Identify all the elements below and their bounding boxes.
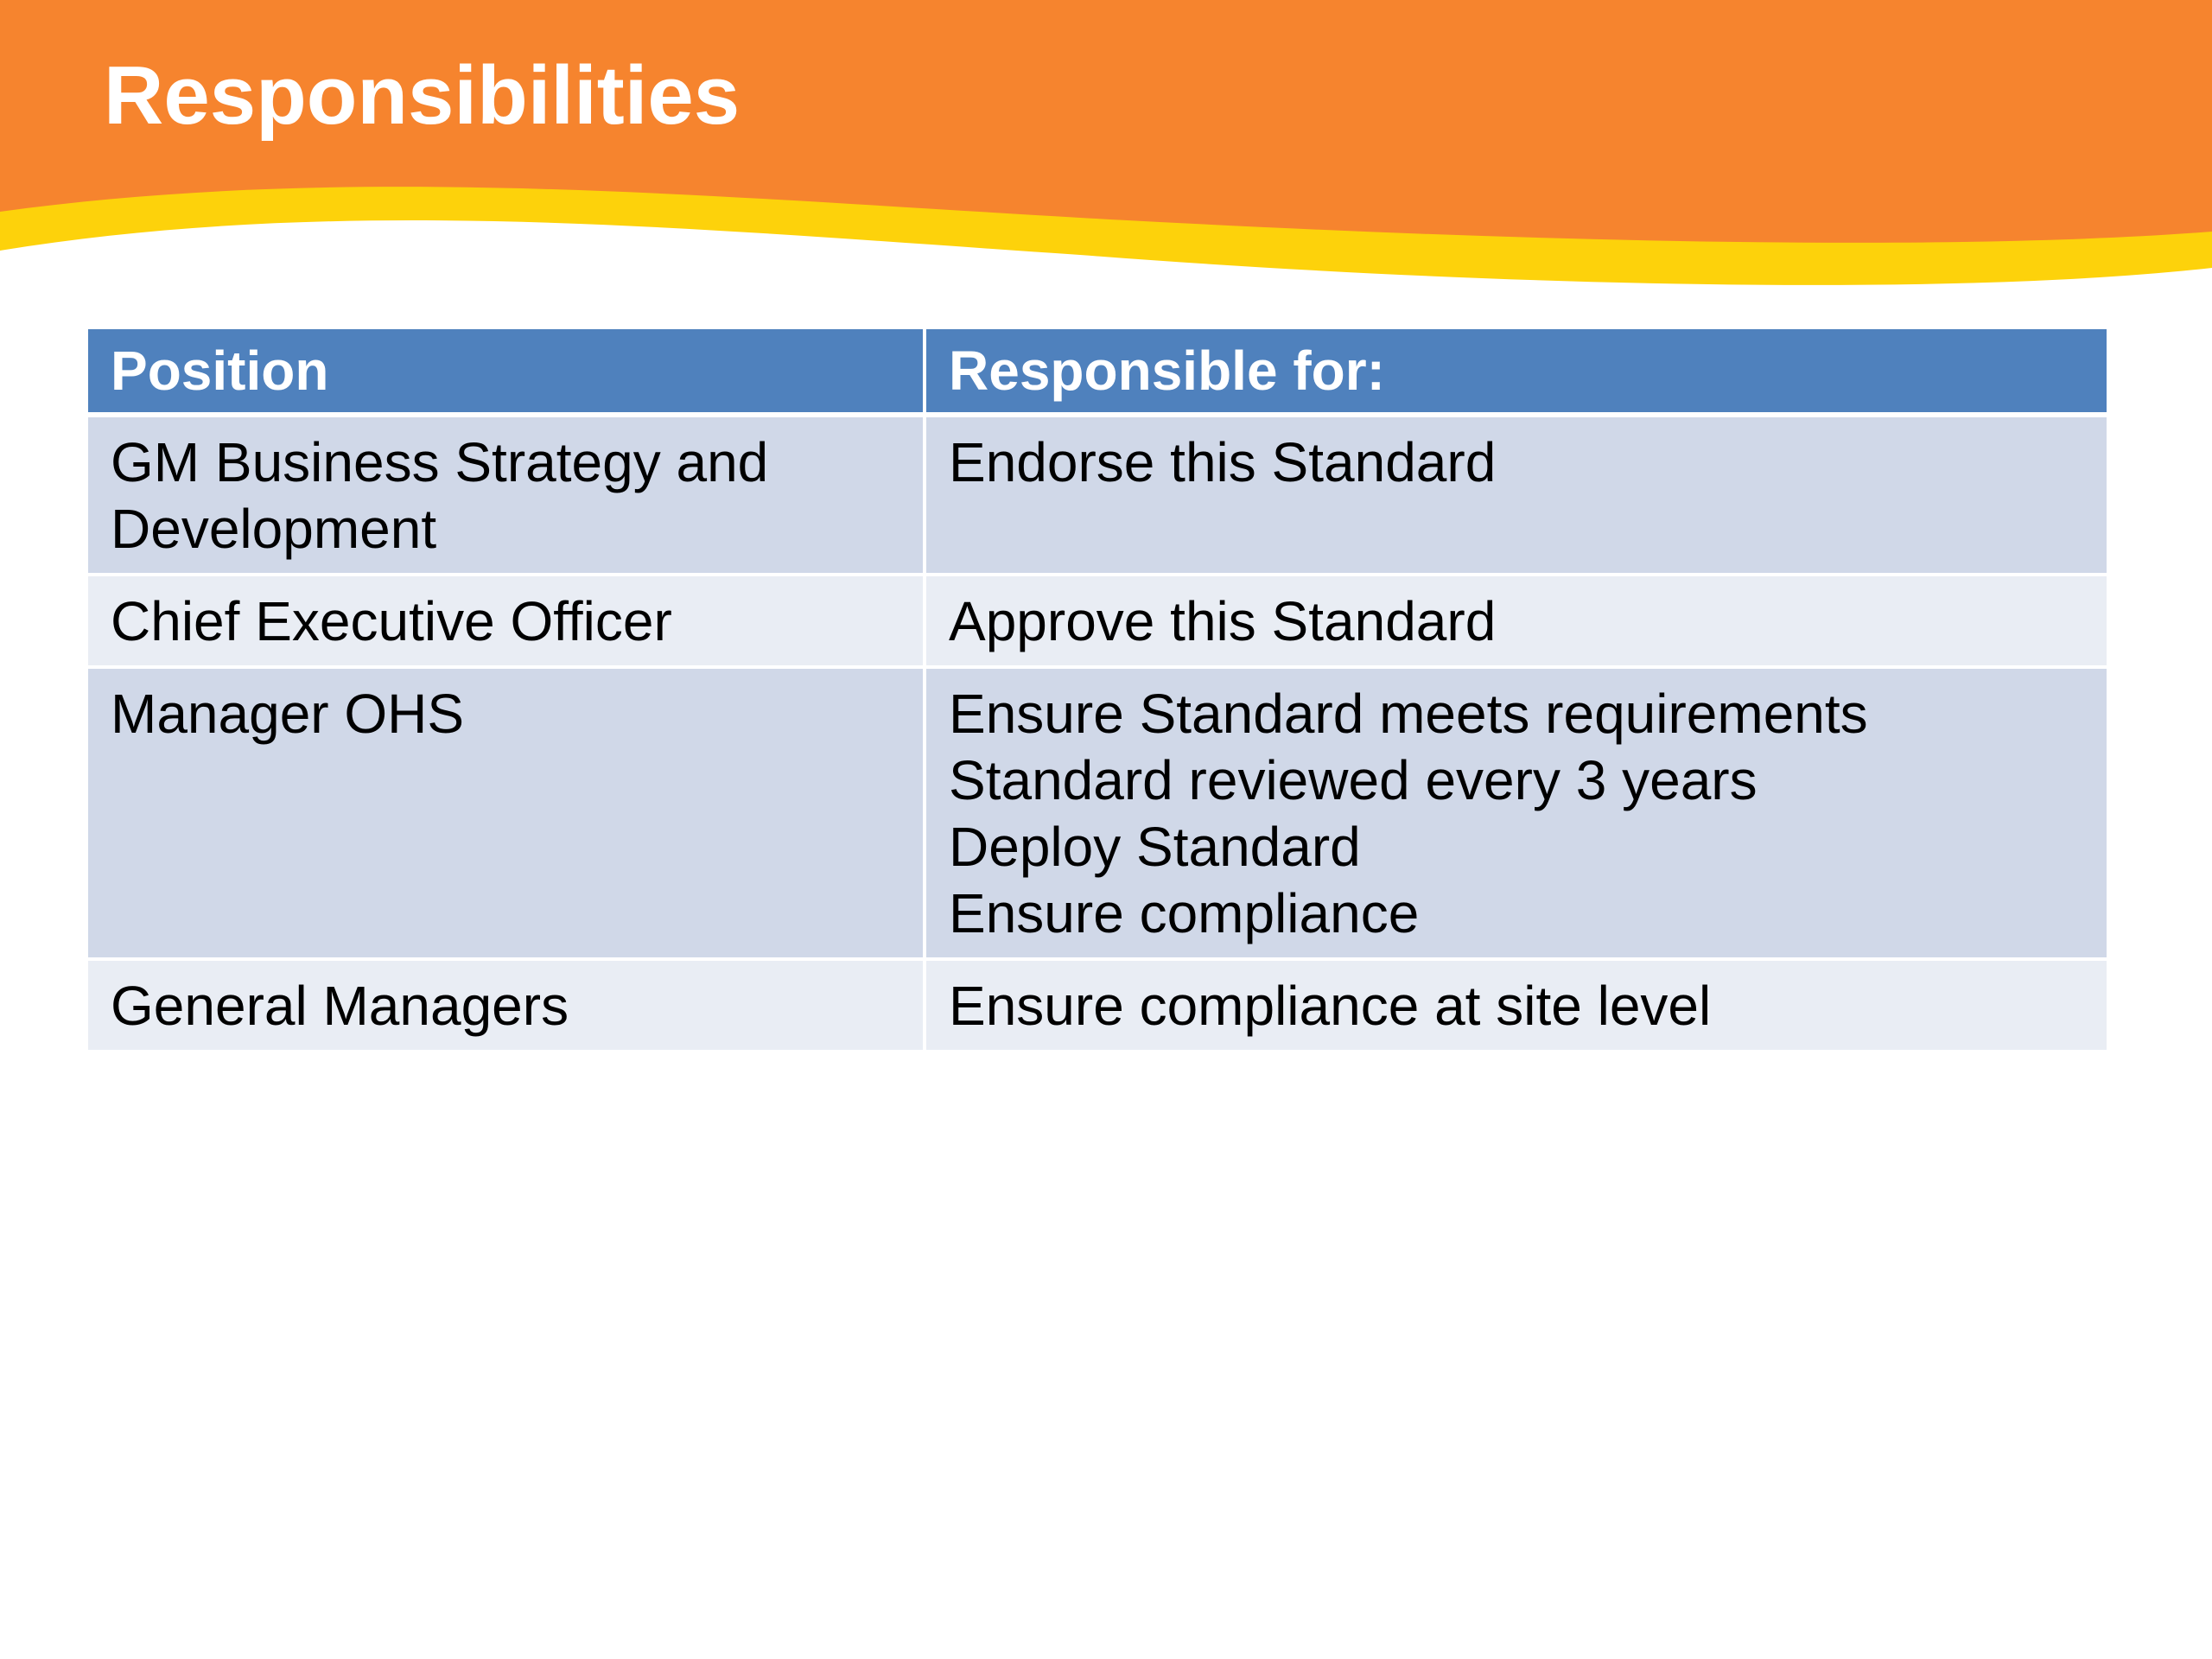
responsibility-cell: [926, 576, 2107, 669]
table-row: [88, 417, 2107, 576]
responsibility-cell: [926, 417, 2107, 576]
responsibility-text: Endorse this Standard: [949, 431, 1497, 493]
table-row: [88, 669, 2107, 961]
responsibility-text: Ensure compliance at site level: [949, 975, 1712, 1037]
table-header-row: [88, 329, 2107, 417]
column-header-responsible-for: Responsible for:: [926, 329, 2107, 417]
position-cell: [88, 961, 926, 1053]
position-cell: [88, 576, 926, 669]
slide-title: Responsibilities: [104, 49, 741, 142]
table-row: [88, 576, 2107, 669]
responsibility-text: Ensure compliance: [949, 882, 1420, 944]
responsibility-cell: [926, 669, 2107, 961]
responsibility-text: Ensure Standard meets requirements: [949, 683, 1868, 745]
responsibility-cell: [926, 961, 2107, 1053]
position-text: GM Business Strategy and: [111, 431, 769, 493]
responsibilities-table: [88, 329, 2107, 1053]
position-cell: [88, 669, 926, 961]
position-text: Development: [111, 498, 437, 560]
table-row: [88, 961, 2107, 1053]
responsibility-text: Deploy Standard: [949, 816, 1361, 878]
position-cell: [88, 417, 926, 576]
responsibility-text: Standard reviewed every 3 years: [949, 749, 1758, 811]
column-header-position: Position: [88, 329, 926, 417]
position-text: General Managers: [111, 975, 569, 1037]
position-text: Manager OHS: [111, 683, 465, 745]
responsibility-text: Approve this Standard: [949, 590, 1497, 652]
position-text: Chief Executive Officer: [111, 590, 672, 652]
